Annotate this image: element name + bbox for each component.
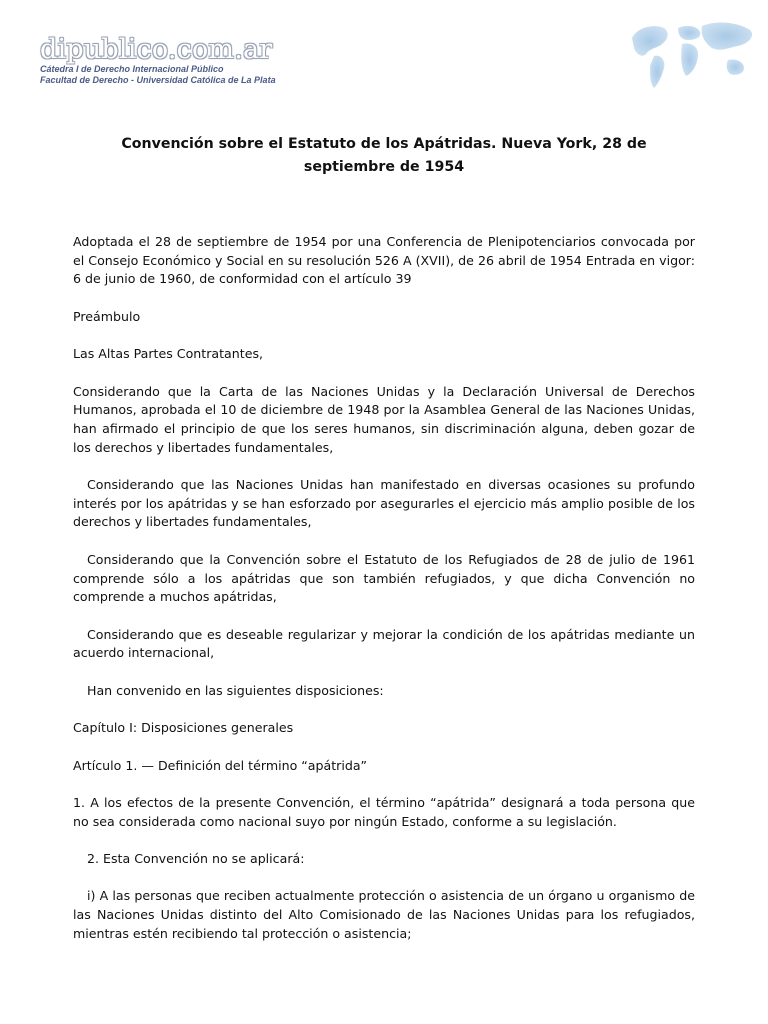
contracting-parties: Las Altas Partes Contratantes, bbox=[73, 346, 264, 362]
logo-title: dipublico.com.ar bbox=[40, 34, 273, 65]
document-title: Convención sobre el Estatuto de los Apátridas. Nueva York, 28 de septiembre de 1954 bbox=[121, 136, 647, 175]
article-heading: Artículo 1. — Definición del término “apátrida” bbox=[73, 757, 368, 773]
chapter-heading: Capítulo I: Disposiciones generales bbox=[73, 720, 294, 736]
page-header bbox=[0, 0, 768, 100]
considering-paragraph-1: Considerando que la Carta de las Naciones Unidas y la Declaración Universal de Derechos Humanos, aprobada el 10 de diciembre de 1948 por la Asamblea General de las Naciones Unidas, han afirmado el principio de que los seres humanos, sin discriminación alguna, deben gozar de los derechos y libertades fundamentales, bbox=[73, 383, 695, 455]
logo-subtitle-line1: Cátedra I de Derecho Internacional Público bbox=[40, 64, 224, 74]
site-logo[interactable] bbox=[40, 36, 276, 86]
article-paragraph-2: 2. Esta Convención no se aplicará: bbox=[87, 851, 305, 867]
article-item-i: i) A las personas que reciben actualmente protección o asistencia de un órgano u organismo de las Naciones Unidas distinto del Alto Comisionado de las Naciones Unidas para los refugiados, mientras estén recibiendo tal protección o asistencia; bbox=[73, 888, 695, 941]
document-body bbox=[73, 233, 695, 962]
considering-paragraph-2: Considerando que las Naciones Unidas han manifestado en diversas ocasiones su profundo interés por los apátridas y se han esforzado por asegurarles el ejercicio más amplio posible de los derechos y libertades fundamentales, bbox=[73, 477, 695, 530]
logo-subtitle-line2: Facultad de Derecho - Universidad Católica de La Plata bbox=[40, 75, 276, 85]
preamble-heading: Preámbulo bbox=[73, 308, 141, 324]
world-map-icon bbox=[628, 18, 758, 94]
adoption-note: Adoptada el 28 de septiembre de 1954 por una Conferencia de Plenipotenciarios convocada por el Consejo Económico y Social en su resolución 526 A (XVII), de 26 abril de 1954 Entrada en vigor: 6 de junio de 1960, de conformidad con el artículo 39 bbox=[73, 234, 695, 287]
agreed-provisions: Han convenido en las siguientes disposiciones: bbox=[87, 682, 384, 698]
considering-paragraph-3: Considerando que la Convención sobre el Estatuto de los Refugiados de 28 de julio de 1961 comprende sólo a los apátridas que son también refugiados, y que dicha Convención no comprende a muchos apátridas, bbox=[73, 551, 695, 605]
article-paragraph-1: 1. A los efectos de la presente Convención, el término “apátrida” designará a toda persona que no sea considerada como nacional suyo por ningún Estado, conforme a su legislación. bbox=[73, 794, 695, 829]
considering-paragraph-4: Considerando que es deseable regularizar y mejorar la condición de los apátridas mediante un acuerdo internacional, bbox=[73, 626, 695, 661]
